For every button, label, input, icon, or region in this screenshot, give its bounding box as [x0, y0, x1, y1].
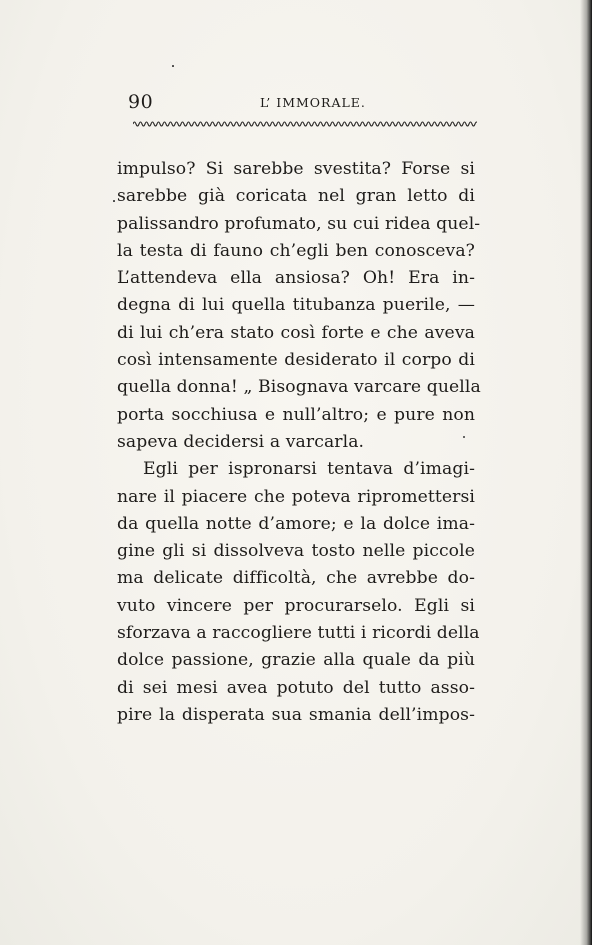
text-line: la testa di fauno ch’egli ben conosceva?: [117, 240, 475, 261]
text-line: di sei mesi avea potuto del tutto asso-: [117, 677, 475, 698]
text-line: sapeva decidersi a varcarla.: [117, 431, 365, 452]
text-line: Egli per ispronarsi tentava d’imagi-: [143, 459, 475, 480]
paper-speck: [172, 65, 174, 67]
text-line: ma delicate difficoltà, che avrebbe do-: [117, 568, 475, 589]
text-line: da quella notte d’amore; e la dolce ima-: [117, 513, 475, 534]
paper-speck: [463, 436, 465, 438]
running-title: L’ IMMORALE.: [260, 95, 366, 110]
text-line: nare il piacere che poteva ripromettersi: [117, 486, 475, 507]
text-line: sforzava a raccogliere tutti i ricordi della: [117, 623, 480, 644]
text-line: così intensamente desiderato il corpo di: [117, 350, 475, 371]
text-line: quella donna! „ Bisognava varcare quella: [117, 377, 481, 398]
page-header: [128, 90, 478, 116]
text-line: porta socchiusa e null’altro; e pure non: [117, 404, 475, 425]
scan-shadow-edge: [580, 0, 592, 945]
paragraph-1: [117, 156, 481, 456]
text-line: L’attendeva ella ansiosa? Oh! Era in-: [117, 268, 475, 289]
text-line: dolce passione, grazie alla quale da più: [117, 650, 475, 671]
text-line: vuto vincere per procurarselo. Egli si: [117, 595, 475, 616]
text-line: pire la disperata sua smania dell’impos-: [117, 704, 475, 725]
body-text: [117, 156, 481, 729]
text-line: impulso? Si sarebbe svestita? Forse si: [117, 159, 475, 179]
text-line: gine gli si dissolveva tosto nelle piccole: [117, 541, 475, 562]
page-number: 90: [128, 91, 154, 113]
text-line: di lui ch’era stato così forte e che aveva: [117, 322, 475, 343]
text-line: degna di lui quella titubanza puerile, —: [117, 295, 475, 316]
text-line: palissandro profumato, su cui ridea quel-: [117, 213, 481, 234]
paragraph-2: [117, 456, 480, 729]
header-ornament-rule: [133, 119, 477, 129]
paper-speck: [113, 200, 115, 202]
text-line: sarebbe già coricata nel gran letto di: [117, 186, 475, 207]
